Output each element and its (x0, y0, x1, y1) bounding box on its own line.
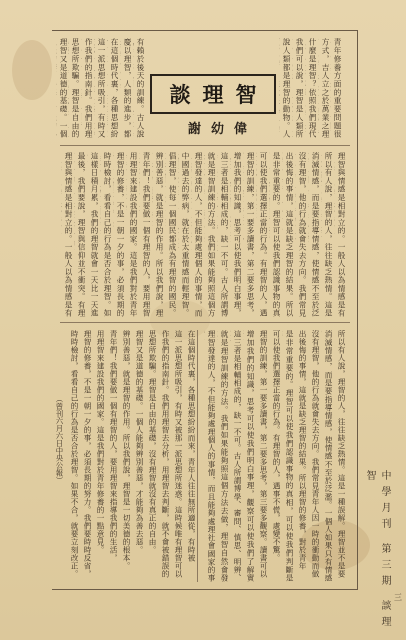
body-col-d4: 思想所欺騙。理智是自由的基礎，沒有理智就沒有真正的自由。 (148, 330, 157, 554)
body-text-top-5: 說人類都是理智的動物。人 (282, 38, 291, 138)
body-col-a10: 這三者是相輔相成的，缺一不可。古人所謂博 (220, 152, 229, 317)
body-col-a8: 理智的訓練，第一要多讀書，第二要多思考， (246, 152, 255, 317)
body-text-top-5b: 作我們的指南針。我們用理 (84, 38, 93, 138)
body-col-b11: 這樣日積月累，我們的理智就會一天比一天進 (90, 152, 99, 317)
body-col-a7: 可以使我們選擇正當的行為。有理智的人，遇 (259, 152, 268, 317)
section-divider (60, 322, 350, 323)
body-text-top-6: 有賴於後天的訓練。古人說 (136, 38, 145, 138)
body-col-c9: 這三者是相輔相成的，缺一不可。古人所謂博學、審問、慎思、明辨、 (233, 330, 242, 582)
body-col-b12: 最後，我們要說，理智與信仰並不衝突。有理 (77, 152, 86, 317)
article-title: 談理智 (169, 83, 269, 107)
body-col-d6: 辨別善惡，就是理智的作用。所以我們說，理智是一切美德的根本。 (122, 330, 131, 570)
body-text-top-4b: 這一派思想所吸引，有時又 (97, 38, 106, 138)
column-separator (197, 330, 198, 582)
page-number: 三 (394, 593, 402, 602)
body-col-c3: 沒有理智，他的行為就會失去方向。我們常見青年人因一時的衝動而做 (311, 330, 320, 578)
body-col-a6: 是非常重要的。理智可以使我們認識事物的真 (272, 152, 281, 317)
publication-note: （曾刊六月六日中央公報） (55, 395, 64, 484)
body-col-d8: 用理智來建設我們的國家。這是我們對於青年修養的一點意見。 (96, 330, 105, 554)
body-col-c11: 理智發達的人，不但能夠處理個人的事情，而且能夠處理社會國家的事 (207, 330, 216, 582)
frame-right (357, 30, 358, 590)
body-text-top-3: 什麼是理智？依照我們現代 (308, 38, 317, 138)
body-col-a11: 就是理智訓練的方法。我們如果能夠照這個方 (207, 152, 216, 317)
body-col-b10: 時時檢討，看看自己的行為是否合於理智。如 (103, 152, 112, 317)
body-col-c6: 可以使我們選擇正當的行為。有理智的人，遇事不慌，處變不驚。 (272, 330, 281, 562)
body-col-a4: 沒有理智，他的行為就會失去方向。我們常見 (298, 152, 307, 317)
body-col-d2: 這一派思想所吸引，有時又被那一派思想所迷惑。這時候唯有理智可以 (174, 330, 183, 578)
body-col-c2: 消滅情感，而是要指導情感，使情感不至於泛濫。一個人如果只有情感 (324, 330, 333, 582)
article-title-box (150, 74, 276, 114)
body-col-a9: 增加我們的知識，思考可以使我們明白事理， (233, 152, 242, 317)
paper-stain (12, 40, 52, 100)
body-col-d7: 青年們！我們要做一個有理智的人，要用理智來指導我們的生活， (109, 330, 118, 562)
body-col-b1: 理智與情感是相對立的。一般人以為情感是有 (64, 152, 73, 317)
body-col-c7: 理智的訓練，第一要多讀書，第二要多思考，第三要多觀察。讀書可以 (259, 330, 268, 578)
body-col-a3: 消滅情感，而是要指導情感，使情感不至於泛 (311, 152, 320, 317)
body-col-c5: 是非常重要的。理智可以使我們認識事物的真相，可以使我們判斷是 (285, 330, 294, 582)
body-col-b6: 辨別善惡，就是理智的作用。所以我們說，理 (155, 152, 164, 317)
body-text-top-6b: 思想所欺騙。理智是自由的 (71, 38, 80, 138)
body-col-a5: 出後悔的事情，這就是缺乏理智的結果。所以 (285, 152, 294, 317)
body-col-c10: 就是理智訓練的方法。我們如果能夠照這個方法去做，理智自然會發 (220, 330, 229, 582)
body-col-d3: 作我們的指南針。我們用理智去分析，用理智去判斷，就不會被錯誤的 (161, 330, 170, 578)
section-divider (60, 145, 350, 146)
body-col-a14: 倡理智，使每一個國民都成為有理智的國民。 (168, 152, 177, 317)
article-author: 謝幼偉 (188, 122, 258, 137)
body-col-a12: 理智發達的人，不但能夠處理個人的事情，而 (194, 152, 203, 317)
running-head: 中學月刊 第三期 談理智 (364, 470, 390, 633)
body-col-c1: 所以有人說，理智的人，往往缺乏熱情。這是一種誤解。理智並不是要 (337, 330, 346, 578)
body-col-d9: 理智的修養，不是一朝一夕的事，必須長期的努力。我們要時時反省， (83, 330, 92, 578)
body-text-top-2: 方式，吉人立之於萬業之理 (321, 38, 330, 138)
frame-bottom (52, 589, 358, 590)
body-col-c4: 出後悔的事情，這就是缺乏理智的結果。所以理智的修養，對於青年 (298, 330, 307, 570)
body-text-top-7b: 理智又是道德的基礎。一個 (59, 38, 68, 138)
body-text-top-3b: 在這個時代裏，各種思想紛 (110, 38, 119, 138)
body-text-top-7: 慶以理智，人類的進步，都 (123, 38, 132, 138)
body-col-d5: 理智又是道德的基礎。一個人能夠辨別善惡，才能夠為善去惡。 (135, 330, 144, 554)
frame-top (52, 30, 358, 31)
body-col-b9: 理智的修養，不是一朝一夕的事，必須長期的 (116, 152, 125, 317)
body-col-a1: 理智與情感是相對立的。一般人以為情感是有 (337, 152, 346, 317)
body-col-d1: 在這個時代裏，各種思想紛紛而來，青年人往往無所適從，有時被 (187, 330, 196, 562)
body-col-b8: 用理智來建設我們的國家。這是我們對於青年 (129, 152, 138, 317)
body-col-b7: 青年們！我們要做一個有理智的人，要用理智 (142, 152, 151, 317)
body-text-top-4: 我們可以說，理智是人類所 (295, 38, 304, 138)
body-col-a2: 所以有人說，理智的人，往往缺乏熱情。這是 (324, 152, 333, 317)
body-col-a13: 中國過去的弊病，就在於太重情感而輕理智。 (181, 152, 190, 317)
body-text-top-1: 青年修養方面的重要問題很 (333, 38, 342, 138)
body-col-c8: 增加我們的知識，思考可以使我們明白事理，觀察可以使我們了解實 (246, 330, 255, 582)
body-col-d10: 時時檢討，看看自己的行為是否合於理智。如果不合，就要立刻改正。 (70, 330, 79, 578)
